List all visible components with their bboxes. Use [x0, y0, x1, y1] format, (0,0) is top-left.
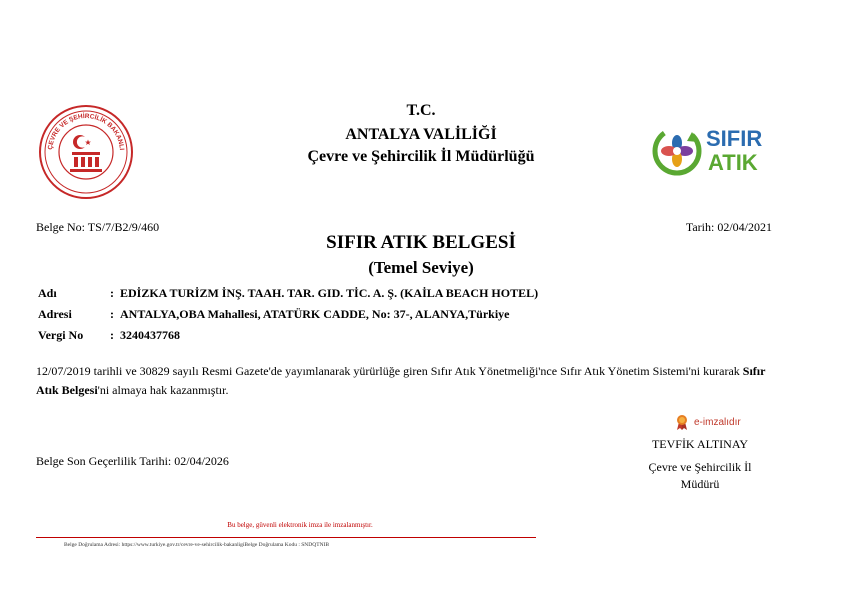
- footer-esign-note: Bu belge, güvenli elektronik imza ile imzalanmıştır.: [227, 521, 373, 529]
- info-value: ANTALYA,OBA Mahallesi, ATATÜRK CADDE, No: 37-, ALANYA,Türkiye: [120, 307, 510, 321]
- footer-verification: Belge Doğrulama Adresi: https://www.turkiye.gov.tr/cevre-ve-sehircilik-bakanligiBelge Doğrulama Kodu : SNDQTNIB: [64, 542, 330, 548]
- document-number: Belge No: TS/7/B2/9/460: [36, 220, 160, 234]
- signatory-name: TEVFİK ALTINAY: [651, 437, 749, 451]
- info-label: Adresi: [38, 307, 72, 321]
- info-separator: :: [110, 328, 114, 342]
- signatory-title-2: Müdürü: [680, 477, 720, 491]
- info-separator: :: [110, 307, 114, 321]
- document-date: Tarih: 02/04/2021: [685, 220, 772, 234]
- medal-icon: [676, 414, 688, 430]
- info-separator: :: [110, 286, 114, 300]
- header-governorship: ANTALYA VALİLİĞİ: [345, 126, 497, 143]
- svg-text:ÇEVRE VE ŞEHİRCİLİK BAKANLIĞI: ÇEVRE VE ŞEHİRCİLİK BAKANLI: [47, 112, 125, 151]
- info-row-name: [38, 286, 538, 301]
- header-directorate: Çevre ve Şehircilik İl Müdürlüğü: [307, 148, 535, 165]
- footer-divider: [36, 537, 536, 538]
- info-value: 3240437768: [120, 328, 180, 342]
- recycle-flower-icon: [652, 126, 702, 176]
- logo-word-atik: ATIK: [708, 150, 758, 175]
- info-label: Vergi No: [38, 328, 84, 342]
- document-title: SIFIR ATIK BELGESİ: [326, 232, 516, 253]
- certificate-statement: [36, 362, 776, 400]
- statement-bold: Sıfır Atık Belgesi: [36, 364, 766, 397]
- info-value: EDİZKA TURİZM İNŞ. TAAH. TAR. GID. TİC. A. Ş. (KAİLA BEACH HOTEL): [120, 286, 539, 300]
- e-signature-badge: [676, 414, 741, 430]
- e-signature-label: e-imzalıdır: [694, 416, 741, 428]
- header-tc: T.C.: [406, 102, 436, 119]
- statement-text-end: 'ni almaya hak kazanmıştır.: [97, 383, 229, 397]
- document-subtitle: (Temel Seviye): [368, 258, 474, 277]
- logo-word-sifir: SIFIR: [706, 126, 763, 151]
- sifir-atik-logo: [652, 120, 776, 180]
- signatory-title-1: Çevre ve Şehircilik İl: [648, 460, 752, 474]
- info-row-tax-number: [38, 328, 180, 343]
- info-label: Adı: [38, 286, 57, 300]
- statement-text: 12/07/2019 tarihli ve 30829 sayılı Resmi Gazete'de yayımlanarak yürürlüğe giren Sıfır Atık Yönetmeliği'nce Sıfır Atık Yönetim Sistemi'ni kurarak: [36, 364, 743, 378]
- validity-date: Belge Son Geçerlilik Tarihi: 02/04/2026: [36, 454, 229, 468]
- info-row-address: [38, 307, 510, 322]
